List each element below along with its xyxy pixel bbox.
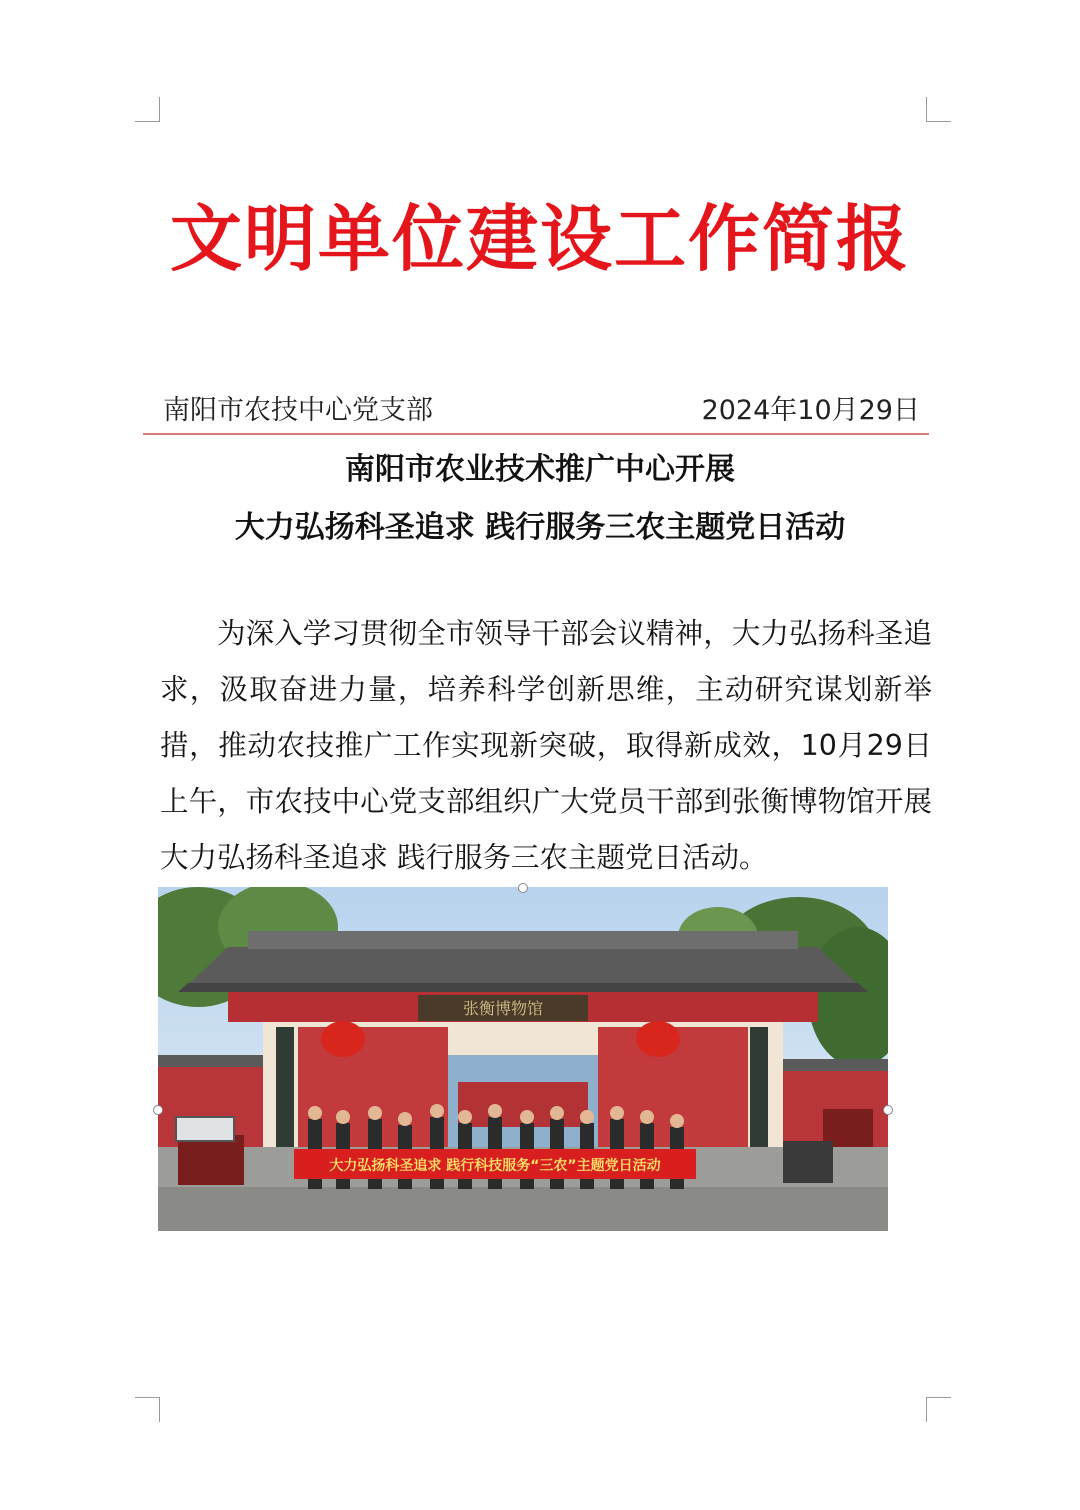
crop-mark-top-right xyxy=(926,97,951,122)
event-photo-illustration xyxy=(158,887,888,1231)
crop-mark-top-left xyxy=(135,97,160,122)
photo-banner-text: 大力弘扬科圣追求 践行科技服务“三农”主题党日活动 xyxy=(329,1158,661,1174)
masthead-title: 文明单位建设工作简报 xyxy=(169,197,910,281)
event-photo[interactable] xyxy=(158,887,888,1231)
article-headline-line1: 南阳市农业技术推广中心开展 xyxy=(345,452,735,487)
article-body: 为深入学习贯彻全市领导干部会议精神，大力弘扬科圣追求，汲取奋进力量，培养科学创新思维，主动研究谋划新举措，推动农技推广工作实现新突破，取得新成效，10月29日上午，市农技中心党支部组织广大党员干部到张衡博物馆开展大力弘扬科圣追求 践行服务三农主题党日活动。 xyxy=(160,617,932,874)
crop-mark-bottom-left xyxy=(135,1397,160,1422)
header-divider xyxy=(143,433,929,435)
issue-date: 2024年10月29日 xyxy=(701,395,920,426)
museum-plaque: 张衡博物馆 xyxy=(462,999,544,1018)
image-handle-left[interactable] xyxy=(153,1105,163,1115)
image-handle-top[interactable] xyxy=(518,883,528,893)
crop-mark-bottom-right xyxy=(926,1397,951,1422)
article-headline-line2: 大力弘扬科圣追求 践行服务三农主题党日活动 xyxy=(234,510,846,545)
image-handle-right[interactable] xyxy=(883,1105,893,1115)
issuer-name: 南阳市农技中心党支部 xyxy=(163,395,433,426)
